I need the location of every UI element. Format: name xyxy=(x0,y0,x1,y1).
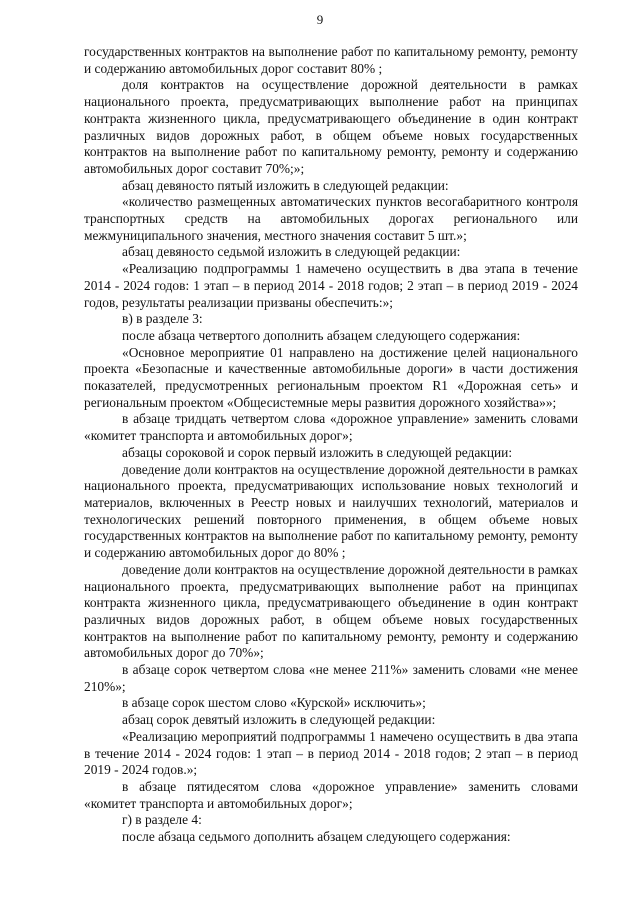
paragraph-10: в абзаце тридцать четвертом слова «дорожное управление» заменить словами «комитет транспорта и автомобильных дорог»; xyxy=(84,411,578,444)
paragraph-4: «количество размещенных автоматических пунктов весогабаритного контроля транспортных средств на автомобильных дорогах регионального или межмуниципального значения, местного значения составит 5 шт.»; xyxy=(84,194,578,243)
paragraph-18: в абзаце пятидесятом слова «дорожное управление» заменить словами «комитет транспорта и автомобильных дорог»; xyxy=(84,778,578,811)
paragraph-14: в абзаце сорок четвертом слова «не менее 211%» заменить словами «не менее 210%»; xyxy=(84,662,578,694)
paragraph-20: после абзаца седьмого дополнить абзацем следующего содержания: xyxy=(122,829,511,845)
paragraph-13: доведение доли контрактов на осуществление дорожной деятельности в рамках национального проекта, предусматривающих выполнение работ на принципах контракта жизненного цикла, предусматривающего объединение в один контракт различных видов дорожных работ, в общем объеме новых государственных контрактов на выполнение работ по капитальному ремонту, ремонту и содержанию автомобильных дорог до 70%»; xyxy=(84,561,578,661)
paragraph-5: абзац девяносто седьмой изложить в следующей редакции: xyxy=(122,244,461,260)
paragraph-6: «Реализацию подпрограммы 1 намечено осуществить в два этапа в течение 2014 - 2024 годов: 1 этап – в период 2014 - 2018 годов; 2 этап – в период 2019 - 2024 годов, результаты реализации призваны обеспечить:»; xyxy=(84,261,578,310)
paragraph-11: абзацы сороковой и сорок первый изложить в следующей редакции: xyxy=(122,444,513,460)
paragraph-9: «Основное мероприятие 01 направлено на достижение целей национального проекта «Безопасные и качественные автомобильные дороги» в части достижения показателей, предусмотренных региональным проектом R1 «Дорожная сеть» и региональным проектом «Общесистемные меры развития дорожного хозяйства»»; xyxy=(84,344,578,410)
paragraph-12: доведение доли контрактов на осуществление дорожной деятельности в рамках национального проекта, предусматривающих использование новых технологий и материалов, включенных в Реестр новых и наилучших технологий, материалов и технологических решений повторного применения, в общем объеме новых государственных контрактов на выполнение работ по капитальному ремонту, ремонту и содержанию автомобильных дорог до 80% ; xyxy=(84,461,578,561)
paragraph-1: государственных контрактов на выполнение работ по капитальному ремонту, ремонту и содержанию автомобильных дорог составит 80% ; xyxy=(84,44,578,76)
paragraph-8: после абзаца четвертого дополнить абзацем следующего содержания: xyxy=(122,327,521,343)
document-body xyxy=(84,44,578,846)
paragraph-2: доля контрактов на осуществление дорожной деятельности в рамках национального проекта, предусматривающих выполнение работ на принципах контракта жизненного цикла, предусматривающего объединение в один контракт различных видов дорожных работ, в общем объеме новых государственных контрактов на выполнение работ по капитальному ремонту, ремонту и содержанию автомобильных дорог составит 70%;»; xyxy=(84,77,578,176)
page-number: 9 xyxy=(316,12,324,27)
paragraph-7: в) в разделе 3: xyxy=(122,311,203,327)
paragraph-17: «Реализацию мероприятий подпрограммы 1 намечено осуществить в два этапа в течение 2014 - 2024 годов: 1 этап – в период 2014 - 2018 годов; 2 этап – в период 2019 - 2024 годов.»; xyxy=(84,728,578,778)
paragraph-19: г) в разделе 4: xyxy=(122,812,202,828)
paragraph-3: абзац девяносто пятый изложить в следующей редакции: xyxy=(122,177,449,193)
paragraph-15: в абзаце сорок шестом слово «Курской» исключить»; xyxy=(122,695,426,711)
paragraph-16: абзац сорок девятый изложить в следующей редакции: xyxy=(122,712,436,728)
